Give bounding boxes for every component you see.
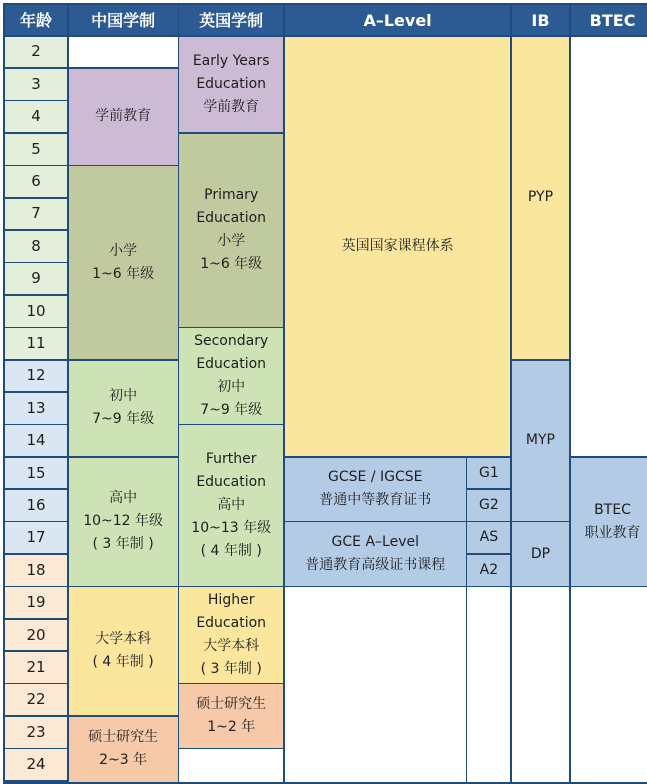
china-stage-line: ( 3 年制 ) (92, 536, 154, 553)
header-china: 中国学制 (69, 5, 178, 35)
uk-stage-line: 硕士研究生 (196, 696, 267, 712)
uk-stage-line: Education (196, 210, 267, 227)
uk-stage-line: Secondary (194, 332, 269, 349)
uk-stage-line: 高中 (217, 496, 246, 513)
uk-stage (179, 328, 283, 424)
alevel-gcse-line: 普通中等教育证书 (319, 492, 432, 509)
uk-stage-line: Higher (207, 592, 255, 609)
btec-empty-top (571, 37, 647, 456)
china-stage-line: ( 4 年制 ) (92, 654, 154, 671)
age-cell: 17 (5, 522, 67, 553)
alevel-national-curriculum-line: 英国国家课程体系 (341, 237, 454, 254)
uk-stage (179, 37, 283, 133)
alevel-stage-empty (467, 587, 510, 781)
age-cell: 22 (5, 684, 67, 715)
alevel-gce-line: GCE A–Level (331, 534, 419, 551)
china-stage (69, 717, 178, 782)
age-cell: 19 (5, 587, 67, 618)
btec-vocational-line: 职业教育 (584, 524, 641, 541)
header-age: 年龄 (5, 5, 67, 35)
alevel-stage: AS (467, 522, 510, 553)
age-cell: 7 (5, 199, 67, 230)
uk-stage-line: 7~9 年级 (200, 401, 263, 418)
china-stage-line: 硕士研究生 (88, 729, 159, 746)
uk-stage-line: Education (196, 355, 267, 372)
ib-programme (512, 361, 569, 521)
age-cell: 6 (5, 166, 67, 197)
header-uk: 英国学制 (179, 5, 283, 35)
btec-vocational-line: BTEC (594, 501, 631, 518)
uk-stage (179, 749, 283, 781)
uk-stage-line: Further (205, 450, 257, 467)
uk-stage-line: Primary (204, 187, 259, 204)
alevel-stage: A2 (467, 555, 510, 586)
china-stage-line: 高中 (109, 490, 138, 507)
uk-stage (179, 425, 283, 585)
china-stage-line: 7~9 年级 (92, 411, 155, 428)
ib-programme-line: MYP (525, 432, 555, 449)
ib-programme (512, 37, 569, 359)
alevel-gcse (285, 458, 466, 521)
ib-programme (512, 522, 569, 585)
age-cell: 8 (5, 231, 67, 262)
china-stage-line: 1~6 年级 (92, 265, 155, 282)
header-ib: IB (512, 5, 569, 35)
china-stage (69, 37, 178, 68)
china-stage-line: 学前教育 (95, 108, 152, 125)
age-cell: 13 (5, 393, 67, 424)
age-cell: 11 (5, 328, 67, 359)
age-cell: 5 (5, 134, 67, 165)
age-cell: 10 (5, 296, 67, 327)
ib-programme-line: DP (530, 545, 551, 562)
china-stage-line: 小学 (109, 242, 138, 259)
age-cell: 23 (5, 717, 67, 748)
china-stage-line: 10~12 年级 (83, 513, 163, 530)
ib-empty (512, 587, 569, 781)
education-systems-table (3, 3, 647, 784)
age-cell: 16 (5, 490, 67, 521)
alevel-gce (285, 522, 466, 585)
china-stage (69, 587, 178, 715)
uk-stage-line: Education (196, 473, 267, 490)
btec-vocational (571, 458, 647, 586)
age-cell: 20 (5, 620, 67, 651)
uk-stage (179, 684, 283, 747)
alevel-national-curriculum (285, 37, 511, 456)
age-cell: 12 (5, 361, 67, 392)
uk-stage-line: ( 4 年制 ) (200, 542, 262, 559)
age-cell: 18 (5, 555, 67, 586)
alevel-gcse-line: GCSE / IGCSE (328, 469, 423, 486)
uk-stage (179, 587, 283, 683)
uk-stage-line: 大学本科 (203, 638, 260, 655)
uk-stage-line: Education (196, 615, 267, 632)
china-stage (69, 166, 178, 359)
header-btec: BTEC (571, 5, 647, 35)
age-cell: 15 (5, 458, 67, 489)
china-stage (69, 458, 178, 586)
china-stage (69, 69, 178, 165)
age-cell: 2 (5, 37, 67, 68)
btec-empty-bottom (571, 587, 647, 781)
age-cell: 4 (5, 101, 67, 132)
uk-stage-line: Early Years (192, 52, 270, 69)
china-stage-line: 2~3 年 (99, 752, 148, 769)
age-cell: 3 (5, 69, 67, 100)
age-cell: 21 (5, 652, 67, 683)
ib-programme-line: PYP (527, 189, 554, 206)
uk-stage-line: 小学 (217, 233, 246, 250)
uk-stage-line: 初中 (217, 378, 246, 395)
china-stage-line: 初中 (109, 388, 138, 405)
china-stage (69, 361, 178, 457)
uk-stage-line: 学前教育 (203, 98, 260, 115)
china-stage-line: 大学本科 (95, 631, 152, 648)
uk-stage-line: ( 3 年制 ) (200, 661, 262, 678)
alevel-empty (285, 587, 466, 781)
uk-stage-line: 1~6 年级 (200, 256, 263, 273)
age-cell: 14 (5, 425, 67, 456)
age-cell: 24 (5, 749, 67, 780)
alevel-gce-line: 普通教育高级证书课程 (305, 557, 446, 574)
age-cell: 9 (5, 263, 67, 294)
alevel-stage: G1 (467, 458, 510, 489)
uk-stage-line: 1~2 年 (207, 719, 256, 735)
alevel-stage: G2 (467, 490, 510, 521)
uk-stage-line: 10~13 年级 (191, 519, 272, 536)
uk-stage (179, 134, 283, 327)
header-alevel: A–Level (285, 5, 511, 35)
uk-stage-line: Education (196, 75, 267, 92)
